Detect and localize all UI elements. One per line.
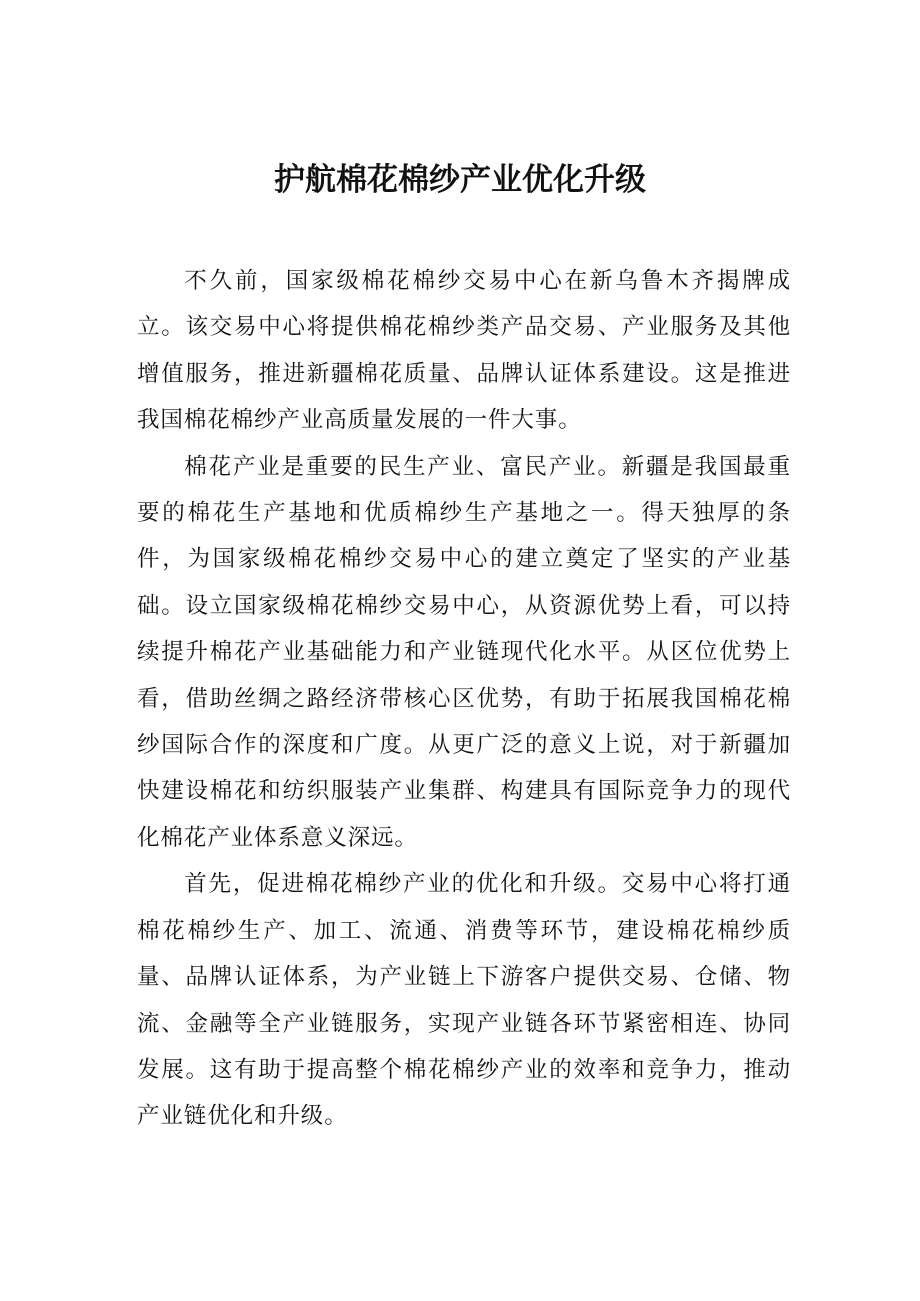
article-body — [137, 258, 791, 1140]
paragraph-3: 首先，促进棉花棉纱产业的优化和升级。交易中心将打通棉花棉纱生产、加工、流通、消费等环节，建设棉花棉纱质量、品牌认证体系，为产业链上下游客户提供交易、仓储、物流、金融等全产业链服务，实现产业链各环节紧密相连、协同发展。这有助于提高整个棉花棉纱产业的效率和竞争力，推动产业链优化和升级。 — [137, 871, 791, 1130]
page-title: 护航棉花棉纱产业优化升级 — [274, 162, 646, 198]
paragraph-1: 不久前，国家级棉花棉纱交易中心在新乌鲁木齐揭牌成立。该交易中心将提供棉花棉纱类产品交易、产业服务及其他增值服务，推进新疆棉花质量、品牌认证体系建设。这是推进我国棉花棉纱产业高质量发展的一件大事。 — [137, 268, 791, 434]
paragraph-2: 棉花产业是重要的民生产业、富民产业。新疆是我国最重要的棉花生产基地和优质棉纱生产基地之一。得天独厚的条件，为国家级棉花棉纱交易中心的建立奠定了坚实的产业基础。设立国家级棉花棉纱交易中心，从资源优势上看，可以持续提升棉花产业基础能力和产业链现代化水平。从区位优势上看，借助丝绸之路经济带核心区优势，有助于拓展我国棉花棉纱国际合作的深度和广度。从更广泛的意义上说，对于新疆加快建设棉花和纺织服装产业集群、构建具有国际竞争力的现代化棉花产业体系意义深远。 — [137, 453, 791, 851]
